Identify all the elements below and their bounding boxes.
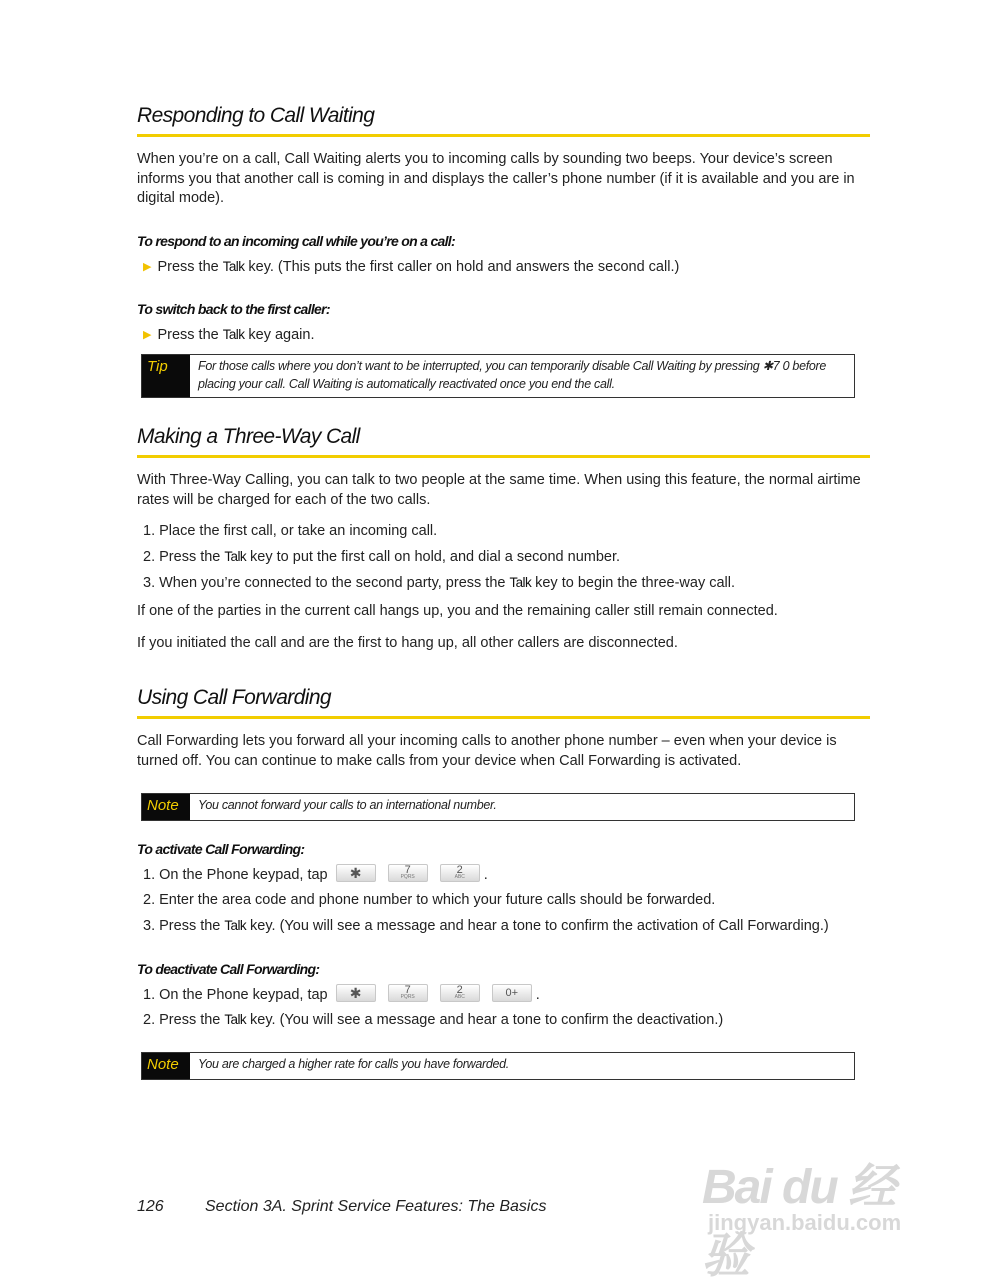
page-number: 126 (137, 1198, 164, 1215)
numbered-step-2: 2. Press the Talk key. (You will see a message and hear a tone to confirm the deactivation.) (143, 1012, 724, 1028)
section-title-call-forwarding: Using Call Forwarding (137, 686, 331, 709)
numbered-step-3: 3. Press the Talk key. (You will see a message and hear a tone to confirm the activation of Call Forwarding.) (143, 918, 829, 934)
procedure-step: ▶ Press the Talk key. (This puts the first caller on hold and answers the second call.) (143, 259, 680, 275)
note-label: Note (142, 794, 190, 820)
three-way-intro: With Three-Way Calling, you can talk to two people at the same time. When using this feature, the normal airtime rates will be charged for each of the two calls. (137, 472, 861, 508)
footer-section-title: Section 3A. Sprint Service Features: The Basics (205, 1198, 547, 1215)
section-rule (137, 455, 870, 458)
section-title-call-waiting: Responding to Call Waiting (137, 104, 375, 127)
talk-key-label: Talk (224, 1012, 247, 1027)
key-7-icon: 7 PQRS (388, 984, 428, 1002)
key-0-icon: 0+ (492, 984, 532, 1002)
note-text: You are charged a higher rate for calls you have forwarded. (198, 1057, 509, 1071)
key-7-icon: 7 PQRS (388, 864, 428, 882)
three-way-paragraph: If one of the parties in the current call hangs up, you and the remaining caller still remain connected. (137, 603, 778, 619)
procedure-heading: To deactivate Call Forwarding: (137, 961, 320, 977)
tip-text: For those calls where you don’t want to be interrupted, you can temporarily disable Call Waiting by pressing ✱7 0 before placing your call. Call Waiting is automatically reactivated once you end the call. (198, 359, 827, 391)
numbered-step-1: 1. On the Phone keypad, tap ✱ 7 PQRS 2 ABC 0+ . (143, 984, 540, 1003)
procedure-step: ▶ Press the Talk key again. (143, 327, 315, 343)
talk-key-label: Talk (222, 327, 245, 342)
key-2-icon: 2 ABC (440, 864, 480, 882)
key-2-icon: 2 ABC (440, 984, 480, 1002)
talk-key-label: Talk (224, 918, 247, 933)
section-rule (137, 716, 870, 719)
section-rule (137, 134, 870, 137)
talk-key-label: Talk (224, 549, 247, 564)
baidu-watermark (702, 1130, 932, 1283)
call-forwarding-intro: Call Forwarding lets you forward all your incoming calls to another phone number – even when your device is turned off. You can continue to make calls from your device when Call Forwarding is activated. (137, 733, 837, 769)
numbered-step-1: 1. Place the first call, or take an incoming call. (143, 523, 438, 539)
note-text: You cannot forward your calls to an international number. (198, 798, 497, 812)
note-box (141, 793, 855, 821)
procedure-heading: To switch back to the first caller: (137, 301, 330, 317)
numbered-step-2: 2. Enter the area code and phone number to which your future calls should be forwarded. (143, 892, 716, 908)
watermark-url: jingyan.baidu.com (708, 1210, 902, 1235)
section-title-three-way: Making a Three-Way Call (137, 425, 360, 448)
call-waiting-intro: When you’re on a call, Call Waiting alerts you to incoming calls by sounding two beeps. Your device’s screen informs you that another call is coming in and displays the caller’s phone number (if it is available and you are in digital mode). (137, 151, 855, 206)
three-way-paragraph: If you initiated the call and are the first to hang up, all other callers are disconnected. (137, 635, 678, 651)
tip-box (141, 354, 855, 398)
tip-label: Tip (142, 355, 190, 397)
procedure-heading: To activate Call Forwarding: (137, 841, 305, 857)
bullet-arrow-icon: ▶ (143, 261, 152, 273)
procedure-heading: To respond to an incoming call while you’re on a call: (137, 233, 455, 249)
bullet-arrow-icon: ▶ (143, 329, 152, 341)
star-key-icon: ✱ (336, 984, 376, 1002)
numbered-step-3: 3. When you’re connected to the second party, press the Talk key to begin the three-way call. (143, 575, 736, 591)
note-label: Note (142, 1053, 190, 1079)
note-box (141, 1052, 855, 1080)
talk-key-label: Talk (222, 259, 245, 274)
watermark-brand: Bai du 经验 (702, 1161, 895, 1283)
numbered-step-2: 2. Press the Talk key to put the first call on hold, and dial a second number. (143, 549, 621, 565)
star-key-icon: ✱ (336, 864, 376, 882)
talk-key-label: Talk (509, 575, 532, 590)
numbered-step-1: 1. On the Phone keypad, tap ✱ 7 PQRS 2 ABC . (143, 864, 488, 883)
